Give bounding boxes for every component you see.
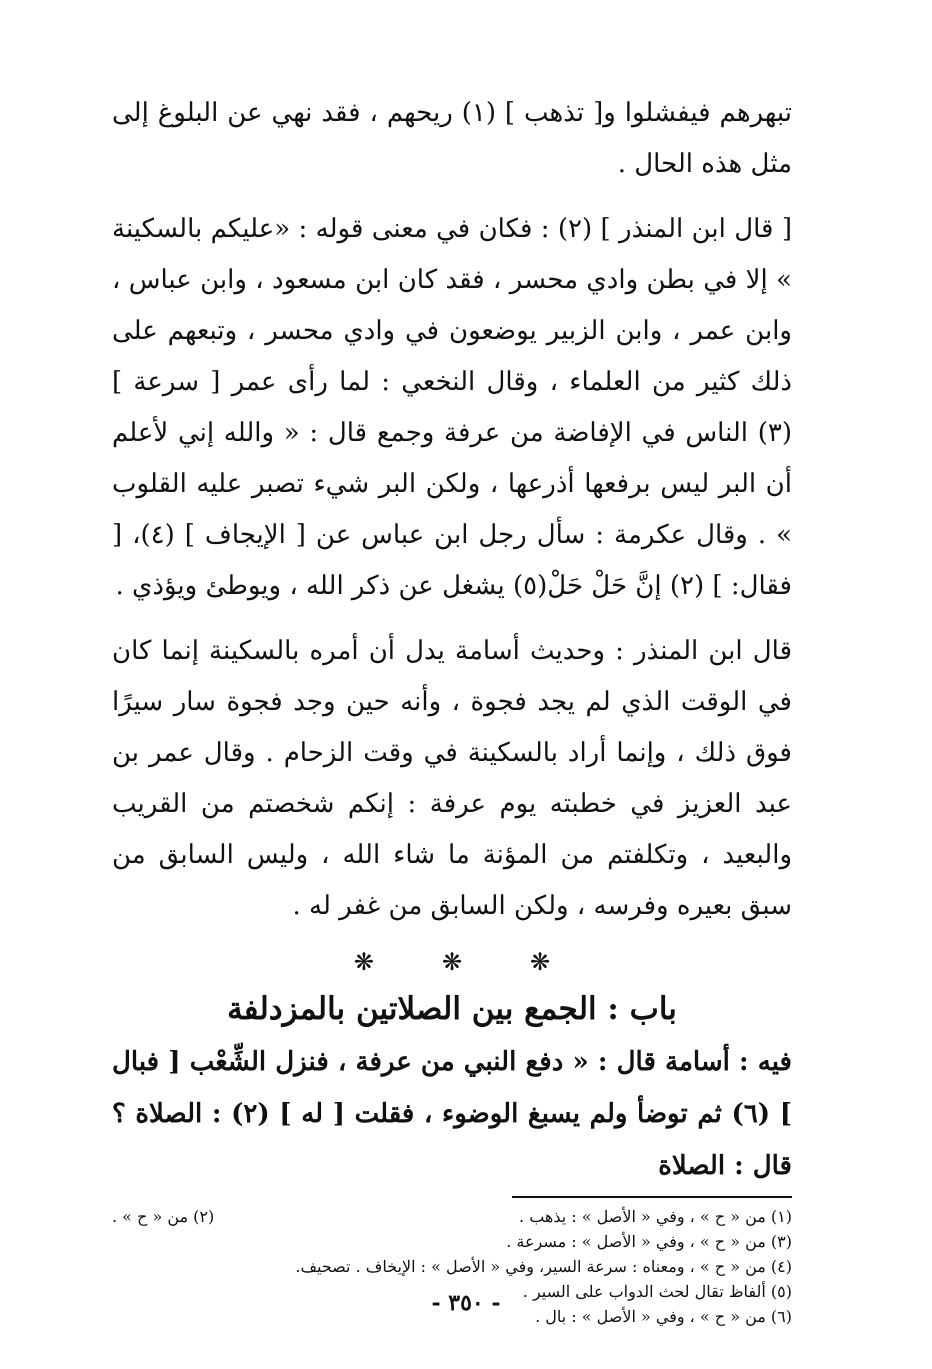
footnote-1: (١) من « ح » ، وفي « الأصل » : يذهب .: [519, 1207, 792, 1226]
asterism-star-icon: ❋: [441, 948, 463, 976]
paragraph-1: تبهرهم فيفشلوا و[ تذهب ] (١) ريحهم ، فقد نهي عن البلوغ إلى مثل هذه الحال .: [112, 98, 792, 179]
footnote-row: [112, 1229, 792, 1254]
footnote-3: (٣) من « ح » ، وفي « الأصل » : مسرعة .: [506, 1232, 792, 1251]
footnote-6: (٦) من « ح » ، وفي « الأصل » : بال .: [535, 1307, 792, 1326]
footnote-5: (٥) ألفاظ تقال لحث الدواب على السير .: [522, 1282, 792, 1301]
paragraph-2: [ قال ابن المنذر ] (٢) : فكان في معنى قوله : «عليكم بالسكينة » إلا في بطن وادي محسر ، فقد كان ابن مسعود ، وابن عباس ، وابن عمر ، وابن الزبير يوضعون في وادي محسر ، وتبعهم على ذلك كثير من العلماء ، وقال النخعي : لما رأى عمر [ سرعة ] (٣) الناس في الإفاضة من عرفة وجمع قال : « والله إني لأعلم أن البر ليس برفعها أذرعها ، ولكن البر شيء تصبر عليه القلوب » . وقال عكرمة : سأل رجل ابن عباس عن [ الإيجاف ] (٤)، [ فقال: ] (٢) إنَّ حَلْ حَلْ(٥) يشغل عن ذكر الله ، ويوطئ ويؤذي .: [112, 214, 792, 601]
paragraph-3: قال ابن المنذر : وحديث أسامة يدل أن أمره بالسكينة إنما كان في الوقت الذي لم يجد فجوة ، وأنه حين وجد فجوة سار سيرًا فوق ذلك ، وإنما أراد بالسكينة في وقت الزحام . وقال عمر بن عبد العزيز في خطبته يوم عرفة : إنكم شخصتم من القريب والبعيد ، وتكلفتم من المؤنة ما شاء الله ، وليس السابق من سبق بعيره وفرسه ، ولكن السابق من غفر له .: [112, 636, 792, 921]
footnote-row: [112, 1204, 792, 1229]
chapter-hadith-text: فيه : أسامة قال : « دفع النبي من عرفة ، فنزل الشِّعْب [ فبال ] (٦) ثم توضأ ولم يسبغ الوضوء ، فقلت [ له ] (٢) : الصلاة ؟ قال : الصلاة: [112, 1047, 793, 1181]
footnote-row: [112, 1254, 792, 1279]
section-separator: [112, 948, 792, 976]
footnote-2: (٢) من « ح » .: [112, 1207, 215, 1226]
page-number: - ٣٥٠ -: [431, 1290, 501, 1316]
chapter-title: باب : الجمع بين الصلاتين بالمزدلفة: [227, 991, 677, 1027]
footnote-divider: [512, 1196, 792, 1198]
asterism-star-icon: ❋: [353, 948, 374, 976]
asterism-star-icon: ❋: [530, 948, 551, 976]
footnote-4: (٤) من « ح » ، ومعناه : سرعة السير، وفي « الأصل » : الإيخاف . تصحيف.: [295, 1257, 792, 1276]
